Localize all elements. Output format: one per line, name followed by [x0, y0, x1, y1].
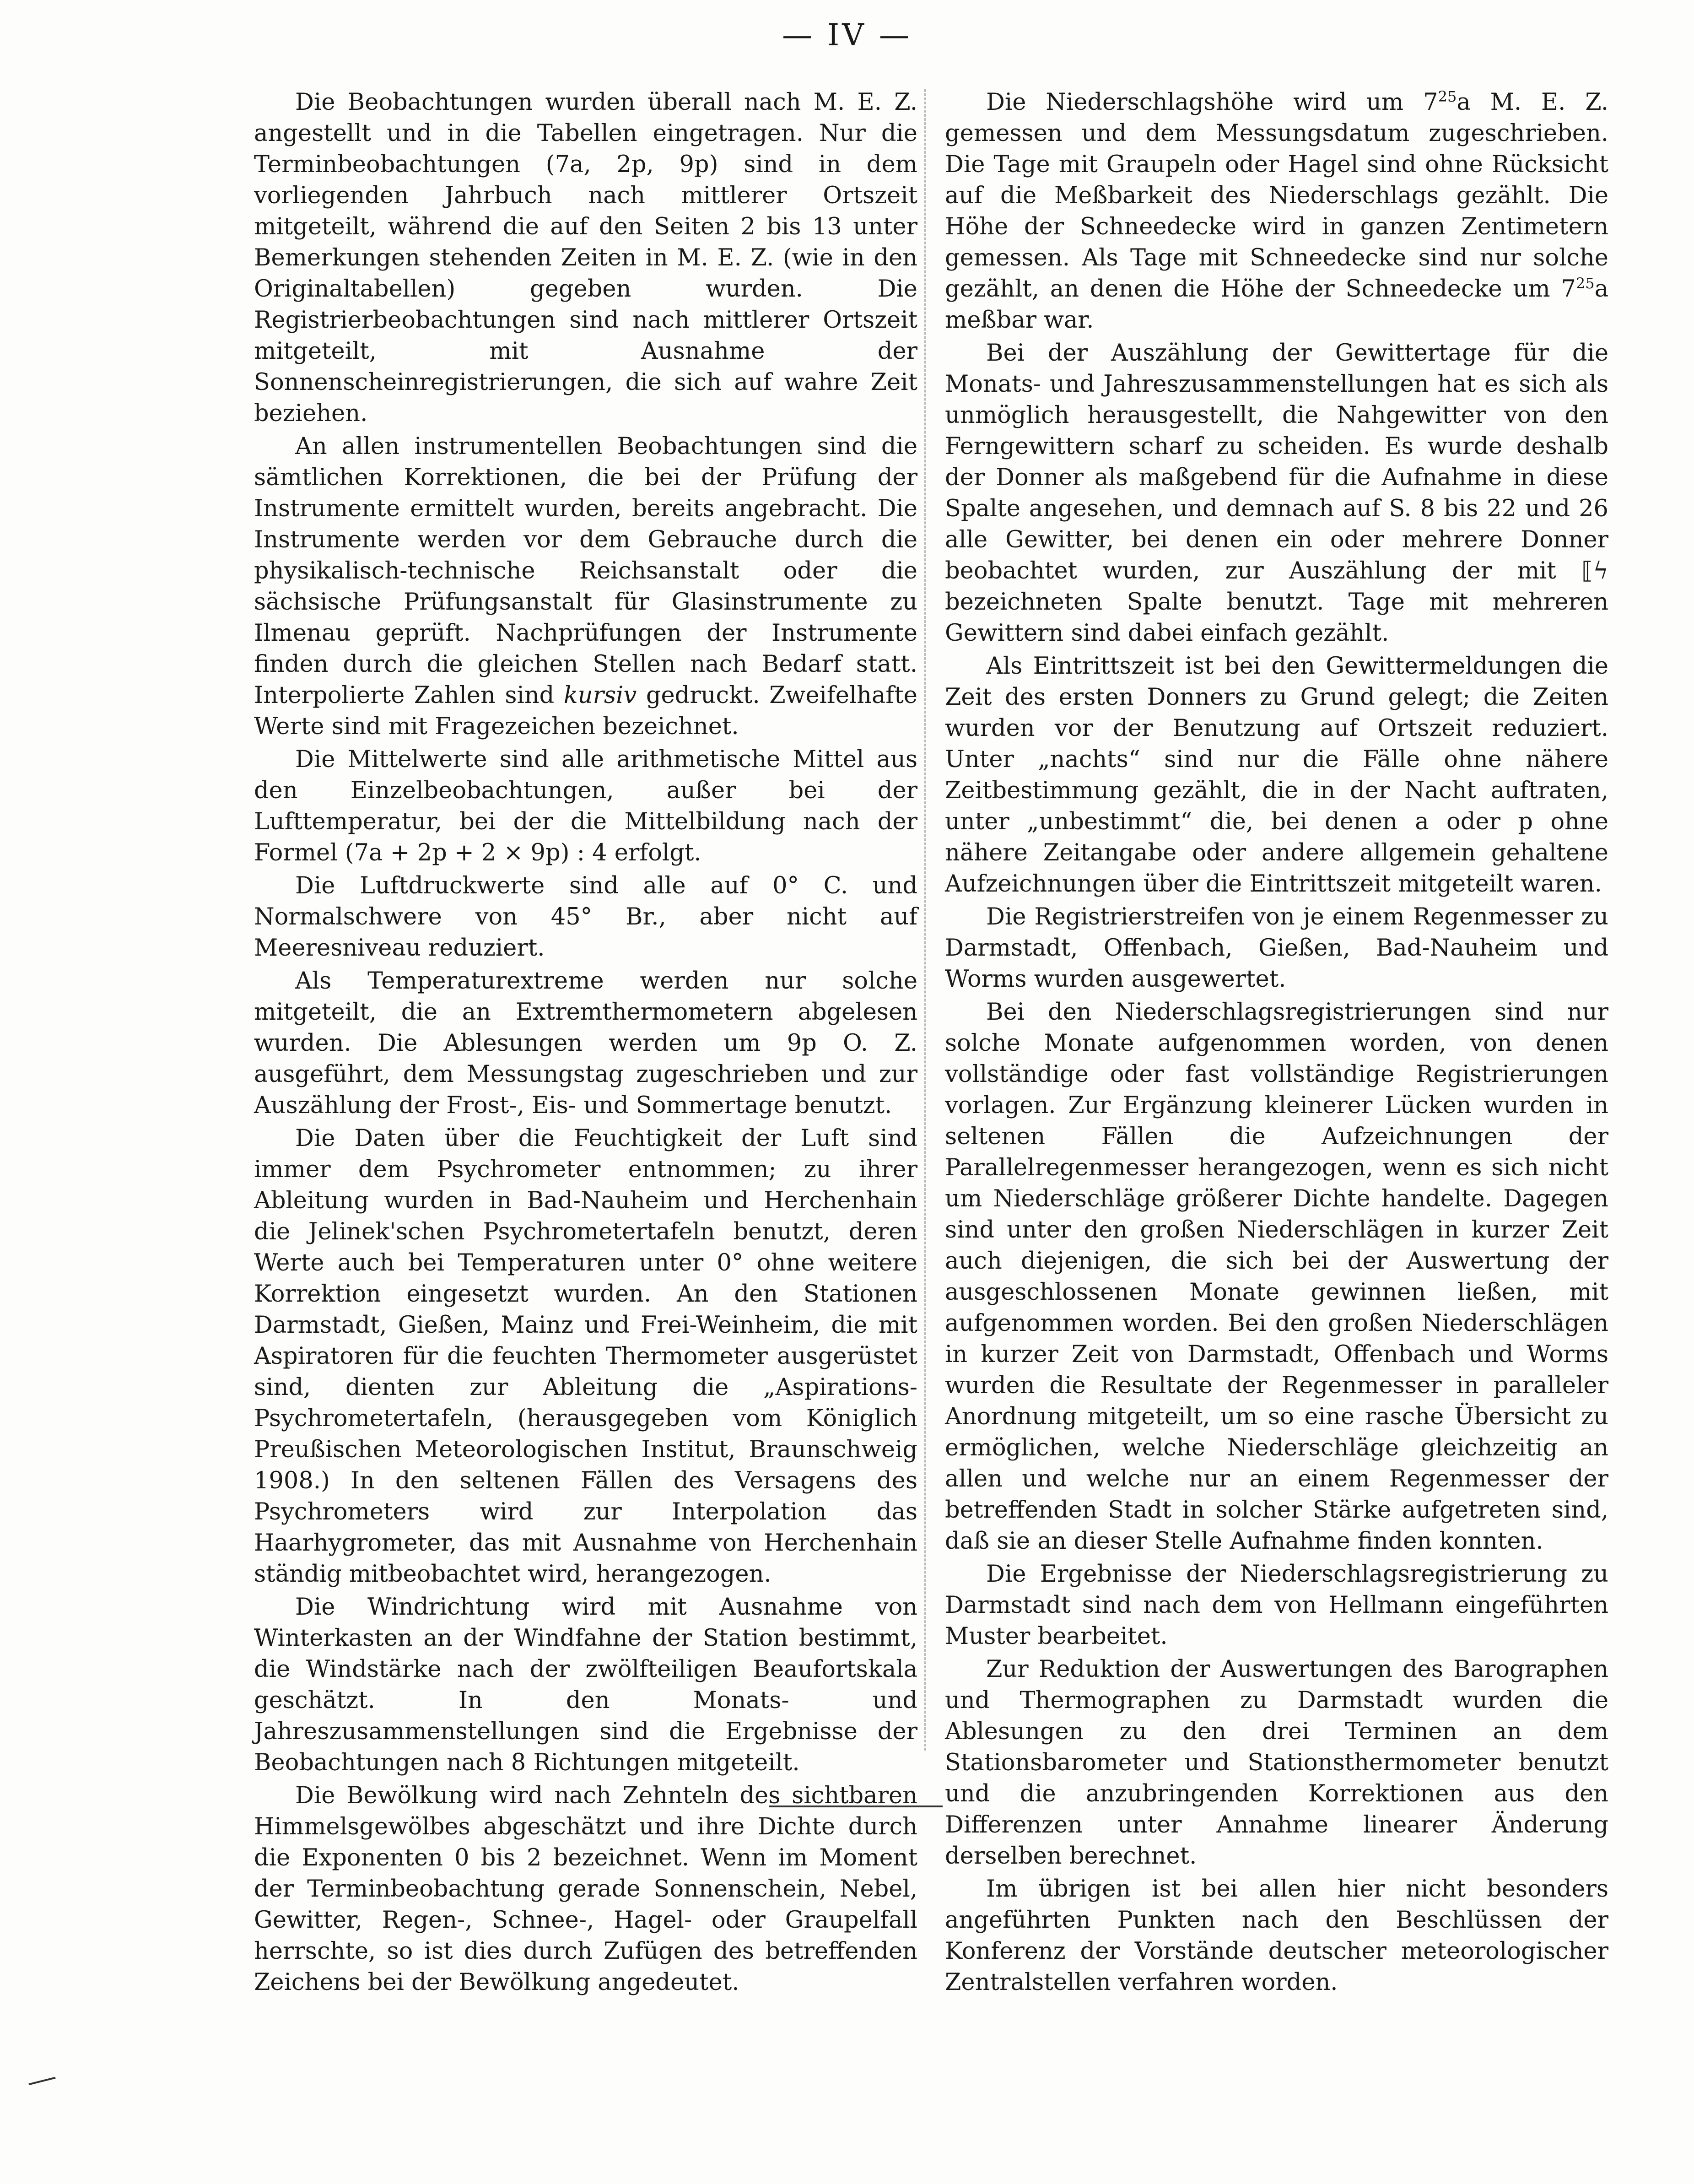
paragraph-text: gedruckt. Zweifelhafte Werte sind mit Fragezeichen bezeichnet.: [254, 682, 917, 740]
superscript: 25: [1575, 275, 1595, 292]
paragraph-text: Die Niederschlagshöhe wird um 7: [986, 89, 1438, 116]
left-column: [254, 87, 917, 2000]
paragraph: [945, 338, 1608, 649]
paragraph: Die Ergebnisse der Niederschlagsregistrierung zu Darmstadt sind nach dem von Hellmann eingeführten Muster bearbeitet.: [945, 1561, 1608, 1650]
paragraph: Die Bewölkung wird nach Zehnteln des sichtbaren Himmelsgewölbes abgeschätzt und ihre Dichte durch die Exponenten 0 bis 2 bezeichnet. Wenn im Moment der Terminbeobachtung gerade Sonnenschein, Nebel, Gewitter, Regen-, Schnee-, Hagel- oder Graupelfall herrschte, so ist dies durch Zufügen des betreffenden Zeichens bei der Bewölkung angedeutet.: [254, 1782, 917, 1996]
paragraph-text: An allen instrumentellen Beobachtungen sind die sämtlichen Korrektionen, die bei der Prüfung der Instrumente ermittelt wurden, bereits angebracht. Die Instrumente werden vor dem Gebrauche durch die physikalisch-technische Reichsanstalt oder die sächsische Prüfungsanstalt für Glasinstrumente zu Ilmenau geprüft. Nachprüfungen der Instrumente finden durch die gleichen Stellen nach Bedarf statt. Interpolierte Zahlen sind: [254, 433, 917, 709]
margin-mark: [28, 2077, 55, 2085]
right-column: [945, 87, 1608, 2000]
paragraph: Als Temperaturextreme werden nur solche mitgeteilt, die an Extremthermometern abgelesen wurden. Die Ablesungen werden um 9p O. Z. ausgeführt, dem Messungstag zugeschrieben und zur Auszählung der Frost-, Eis- und Sommertage benutzt.: [254, 968, 917, 1119]
section-end-rule: [769, 1806, 943, 1807]
thunderstorm-icon: ⟦ϟ: [1581, 557, 1608, 584]
paragraph: [254, 431, 917, 742]
italic-word: kursiv: [563, 682, 637, 709]
page-number: — IV —: [782, 17, 912, 53]
column-divider: [924, 89, 926, 1751]
paragraph: Bei den Niederschlagsregistrierungen sind nur solche Monate aufgenommen worden, von denen vollständige oder fast vollständige Registrierungen vorlagen. Zur Ergänzung kleinerer Lücken wurden in seltenen Fällen die Aufzeichnungen der Parallelregenmesser herangezogen, wenn es sich nicht um Niederschläge größerer Dichte handelte. Dagegen sind unter den großen Niederschlägen in kurzer Zeit auch diejenigen, die sich bei der Auswertung der ausgeschlossenen Monate gewinnen ließen, mit aufgenommen worden. Bei den großen Niederschlägen in kurzer Zeit von Darmstadt, Offenbach und Worms wurden die Resultate der Regenmesser in paralleler Anordnung mitgeteilt, um so eine rasche Übersicht zu ermöglichen, welche Niederschläge gleichzeitig an allen und welche nur an einem Regenmesser der betreffenden Stadt in solcher Stärke aufgetreten sind, daß sie an dieser Stelle Aufnahme finden konnten.: [945, 999, 1608, 1555]
paragraph: Als Eintrittszeit ist bei den Gewittermeldungen die Zeit des ersten Donners zu Grund gelegt; die Zeiten wurden vor der Benutzung auf Ortszeit reduziert. Unter „nachts“ sind nur die Fälle ohne nähere Zeitbestimmung gezählt, die in der Nacht auftraten, unter „unbestimmt“ die, bei denen a oder p ohne nähere Zeitangabe oder andere allgemein gehaltene Aufzeichnungen über die Eintrittszeit mitgeteilt waren.: [945, 653, 1608, 897]
superscript: 25: [1438, 88, 1457, 105]
paragraph-text: a meßbar war.: [945, 276, 1608, 334]
paragraph: Die Windrichtung wird mit Ausnahme von Winterkasten an der Windfahne der Station bestimmt, die Windstärke nach der zwölfteiligen Beaufortskala geschätzt. In den Monats- und Jahreszusammenstellungen sind die Ergebnisse der Beobachtungen nach 8 Richtungen mitgeteilt.: [254, 1594, 917, 1776]
paragraph: Die Registrierstreifen von je einem Regenmesser zu Darmstadt, Offenbach, Gießen, Bad-Nauheim und Worms wurden ausgewertet.: [945, 903, 1608, 993]
paragraph: Zur Reduktion der Auswertungen des Barographen und Thermographen zu Darmstadt wurden die Ablesungen zu den drei Terminen an dem Stationsbarometer und Stationsthermometer benutzt und die anzubringenden Korrektionen aus den Differenzen unter Annahme linearer Änderung derselben berechnet.: [945, 1656, 1608, 1870]
paragraph-text: bezeichneten Spalte benutzt. Tage mit mehreren Gewittern sind dabei einfach gezählt.: [945, 589, 1608, 647]
paragraph: Die Luftdruckwerte sind alle auf 0° C. und Normalschwere von 45° Br., aber nicht auf Meeresniveau reduziert.: [254, 872, 917, 962]
paragraph: Die Daten über die Feuchtigkeit der Luft sind immer dem Psychrometer entnommen; zu ihrer Ableitung wurden in Bad-Nauheim und Herchenhain die Jelinek'schen Psychrometertafeln benutzt, deren Werte auch bei Temperaturen unter 0° ohne weitere Korrektion eingesetzt wurden. An den Stationen Darmstadt, Gießen, Mainz und Frei-Weinheim, die mit Aspiratoren für die feuchten Thermometer ausgerüstet sind, dienten zur Ableitung die „Aspirations-Psychrometertafeln, (herausgegeben vom Königlich Preußischen Meteorologischen Institut, Braunschweig 1908.) In den seltenen Fällen des Versagens des Psychrometers wird zur Interpolation das Haarhygrometer, das mit Ausnahme von Herchenhain ständig mitbeobachtet wird, herangezogen.: [254, 1125, 917, 1588]
paragraph: Im übrigen ist bei allen hier nicht besonders angeführten Punkten nach den Beschlüssen der Konferenz der Vorstände deutscher meteorologischer Zentralstellen verfahren worden.: [945, 1876, 1608, 1996]
paragraph: Die Beobachtungen wurden überall nach M. E. Z. angestellt und in die Tabellen eingetragen. Nur die Terminbeobachtungen (7a, 2p, 9p) sind in dem vorliegenden Jahrbuch nach mittlerer Ortszeit mitgeteilt, während die auf den Seiten 2 bis 13 unter Bemerkungen stehenden Zeiten in M. E. Z. (wie in den Originaltabellen) gegeben wurden. Die Registrierbeobachtungen sind nach mittlerer Ortszeit mitgeteilt, mit Ausnahme der Sonnenscheinregistrierungen, die sich auf wahre Zeit beziehen.: [254, 89, 917, 427]
paragraph-text: Bei der Auszählung der Gewittertage für die Monats- und Jahreszusammenstellungen hat es sich als unmöglich herausgestellt, die Nahgewitter von den Ferngewittern scharf zu scheiden. Es wurde deshalb der Donner als maßgebend für die Aufnahme in diese Spalte angesehen, und demnach auf S. 8 bis 22 und 26 alle Gewitter, bei denen ein oder mehrere Donner beobachtet wurden, zur Auszählung der mit: [945, 340, 1608, 584]
paragraph: Die Mittelwerte sind alle arithmetische Mittel aus den Einzelbeobachtungen, außer bei der Lufttemperatur, bei der die Mittelbildung nach der Formel (7a + 2p + 2 × 9p) : 4 erfolgt.: [254, 746, 917, 866]
paragraph-text: a M. E. Z. gemessen und dem Messungsdatum zugeschrieben. Die Tage mit Graupeln oder Hagel sind ohne Rücksicht auf die Meßbarkeit des Niederschlags gezählt. Die Höhe der Schneedecke wird in ganzen Zentimetern gemessen. Als Tage mit Schneedecke sind nur solche gezählt, an denen die Höhe der Schneedecke um 7: [945, 89, 1608, 303]
paragraph: [945, 87, 1608, 336]
